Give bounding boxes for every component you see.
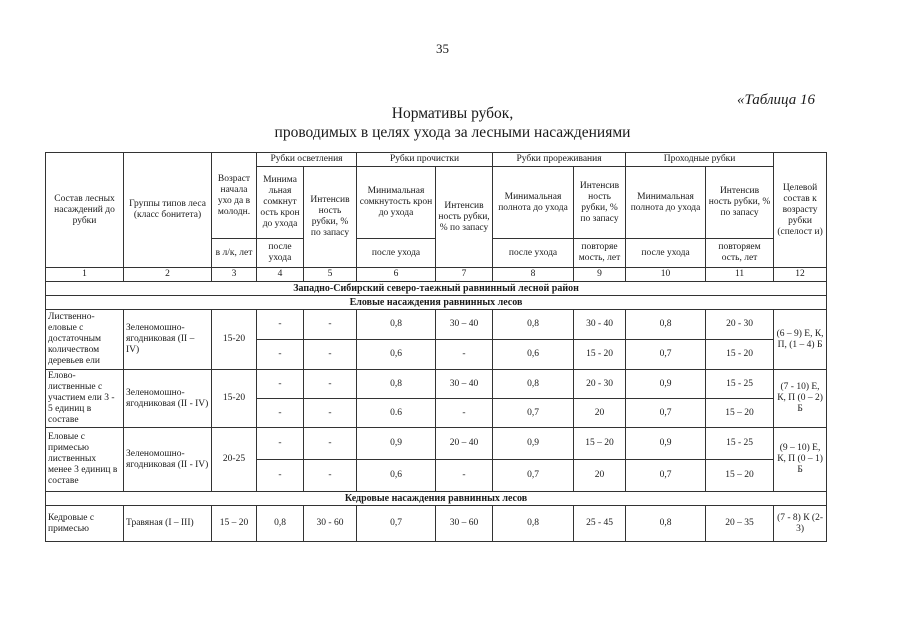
group2-age: 15-20	[212, 370, 257, 428]
header-age-start: Возраст начала ухо да в молодн.	[212, 153, 257, 239]
table-title-line2: проводимых в целях ухода за лесными насаждениями	[274, 124, 631, 141]
table-cell: 20 – 35	[706, 506, 774, 542]
table-cell: -	[304, 310, 357, 340]
col-number: 7	[436, 268, 493, 282]
cedar-composition: Кедровые с примесью	[46, 506, 124, 542]
table-cell: 30 – 60	[436, 506, 493, 542]
table-cell: 0,8	[257, 506, 304, 542]
table-cell: 0,7	[357, 506, 436, 542]
table-cell: -	[257, 399, 304, 428]
header-c6-bottom: после ухода	[357, 239, 436, 268]
table-cell: 0,6	[493, 340, 574, 370]
header-target-composition: Целевой состав к возрасту рубки (спелост и)	[774, 153, 827, 268]
header-c8-bottom: после ухода	[493, 239, 574, 268]
group1-target: (6 – 9) Е, К, П, (1 – 4) Б	[774, 310, 827, 370]
col-number: 1	[46, 268, 124, 282]
table-cell: -	[304, 399, 357, 428]
table-cell: -	[304, 340, 357, 370]
group2-forest-type: Зеленомошно-ягодниковая (II - IV)	[124, 370, 212, 428]
group2-target: (7 - 10) Е, К, П (0 – 2) Б	[774, 370, 827, 428]
col-number: 11	[706, 268, 774, 282]
table-cell: 30 - 40	[574, 310, 626, 340]
col-number: 4	[257, 268, 304, 282]
table-cell: 0,8	[357, 370, 436, 399]
header-c4: Минима льная сомкнут ость крон до ухода	[257, 167, 304, 239]
table-cell: 20 – 40	[436, 428, 493, 460]
group2-composition: Елово-лиственные с участием ели 3 - 5 единиц в составе	[46, 370, 124, 428]
table-cell: 30 – 40	[436, 370, 493, 399]
table-cell: 0,6	[357, 340, 436, 370]
table-cell: 20	[574, 399, 626, 428]
header-group-prohodnye: Проходные рубки	[626, 153, 774, 167]
table-cell: 0,8	[493, 370, 574, 399]
table-title-line1: Нормативы рубок,	[391, 105, 514, 122]
col-number: 10	[626, 268, 706, 282]
table-cell: -	[436, 340, 493, 370]
header-c6: Минимальная сомкнутость крон до ухода	[357, 167, 436, 239]
table-cell: 15 - 20	[706, 340, 774, 370]
table-cell: 0,8	[626, 506, 706, 542]
col-number: 12	[774, 268, 827, 282]
table-cell: -	[436, 460, 493, 492]
header-c11-bottom: повторяем ость, лет	[706, 239, 774, 268]
header-c11: Интенсив ность рубки, % по запасу	[706, 167, 774, 239]
table-cell: -	[257, 460, 304, 492]
table-cell: 0,6	[357, 460, 436, 492]
table-cell: 20	[574, 460, 626, 492]
table-cell: -	[304, 460, 357, 492]
table-cell: 0,7	[626, 460, 706, 492]
header-c7: Интенсив ность рубки, % по запасу	[436, 167, 493, 268]
table-cell: 0,8	[626, 310, 706, 340]
section-cedar-heading: Кедровые насаждения равнинных лесов	[46, 492, 827, 506]
header-composition: Состав лесных насаждений до рубки	[46, 153, 124, 268]
table-cell: 15 - 20	[574, 340, 626, 370]
header-c8: Минимальная полнота до ухода	[493, 167, 574, 239]
table-cell: -	[304, 370, 357, 399]
header-c9-bottom: повторяе мость, лет	[574, 239, 626, 268]
table-cell: -	[257, 428, 304, 460]
table-cell: 20 - 30	[706, 310, 774, 340]
table-cell: 0,8	[493, 506, 574, 542]
group3-forest-type: Зеленомошно-ягодниковая (II - IV)	[124, 428, 212, 492]
header-forest-type: Группы типов леса (класс бонитета)	[124, 153, 212, 268]
col-number: 2	[124, 268, 212, 282]
header-c3-bottom: в л/к, лет	[212, 239, 257, 268]
table-cell: 0.6	[357, 399, 436, 428]
col-number: 8	[493, 268, 574, 282]
table-cell: 30 - 60	[304, 506, 357, 542]
col-number: 5	[304, 268, 357, 282]
group1-age: 15-20	[212, 310, 257, 370]
table-cell: 15 – 20	[706, 399, 774, 428]
section-spruce-heading: Еловые насаждения равнинных лесов	[46, 296, 827, 310]
table-cell: 15 - 25	[706, 428, 774, 460]
norms-table	[45, 152, 827, 542]
table-cell: 15 – 20	[574, 428, 626, 460]
table-cell: 20 - 30	[574, 370, 626, 399]
table-cell: 0,9	[626, 370, 706, 399]
table-cell: -	[304, 428, 357, 460]
header-c5: Интенсив ность рубки, % по запасу	[304, 167, 357, 268]
table-cell: -	[257, 340, 304, 370]
col-number: 9	[574, 268, 626, 282]
table-cell: 15 – 20	[212, 506, 257, 542]
table-cell: 0,7	[626, 399, 706, 428]
cedar-forest-type: Травяная (I – III)	[124, 506, 212, 542]
table-cell: 0,9	[357, 428, 436, 460]
table-cell: 0,7	[626, 340, 706, 370]
group1-composition: Лиственно-еловые с достаточным количеством деревьев ели	[46, 310, 124, 370]
header-group-osvetlenie: Рубки осветления	[257, 153, 357, 167]
table-cell: 15 – 20	[706, 460, 774, 492]
group1-forest-type: Зеленомошно-ягодниковая (II – IV)	[124, 310, 212, 370]
header-c10-bottom: после ухода	[626, 239, 706, 268]
table-cell: -	[257, 370, 304, 399]
table-cell: 0,7	[493, 399, 574, 428]
table-label: «Таблица 16	[737, 92, 815, 108]
group3-age: 20-25	[212, 428, 257, 492]
cedar-target: (7 - 8) К (2-3)	[774, 506, 827, 542]
header-group-prorezhivanie: Рубки прореживания	[493, 153, 626, 167]
table-cell: 30 – 40	[436, 310, 493, 340]
header-c10: Минимальная полнота до ухода	[626, 167, 706, 239]
table-cell: 0,9	[626, 428, 706, 460]
header-group-prochistka: Рубки прочистки	[357, 153, 493, 167]
table-cell: 0,7	[493, 460, 574, 492]
table-cell: 0,8	[357, 310, 436, 340]
table-cell: 15 - 25	[706, 370, 774, 399]
col-number: 6	[357, 268, 436, 282]
table-cell: 25 - 45	[574, 506, 626, 542]
group3-composition: Еловые с примесью лиственных менее 3 единиц в составе	[46, 428, 124, 492]
table-cell: 0,8	[493, 310, 574, 340]
group3-target: (9 – 10) Е, К, П (0 – 1) Б	[774, 428, 827, 492]
table-cell: -	[257, 310, 304, 340]
table-cell: -	[436, 399, 493, 428]
section-zone-heading: Западно-Сибирский северо-таежный равнинный лесной район	[46, 282, 827, 296]
table-cell: 0,9	[493, 428, 574, 460]
header-c4-bottom: после ухода	[257, 239, 304, 268]
header-c9: Интенсив ность рубки, % по запасу	[574, 167, 626, 239]
page-number: 35	[436, 41, 449, 56]
col-number: 3	[212, 268, 257, 282]
